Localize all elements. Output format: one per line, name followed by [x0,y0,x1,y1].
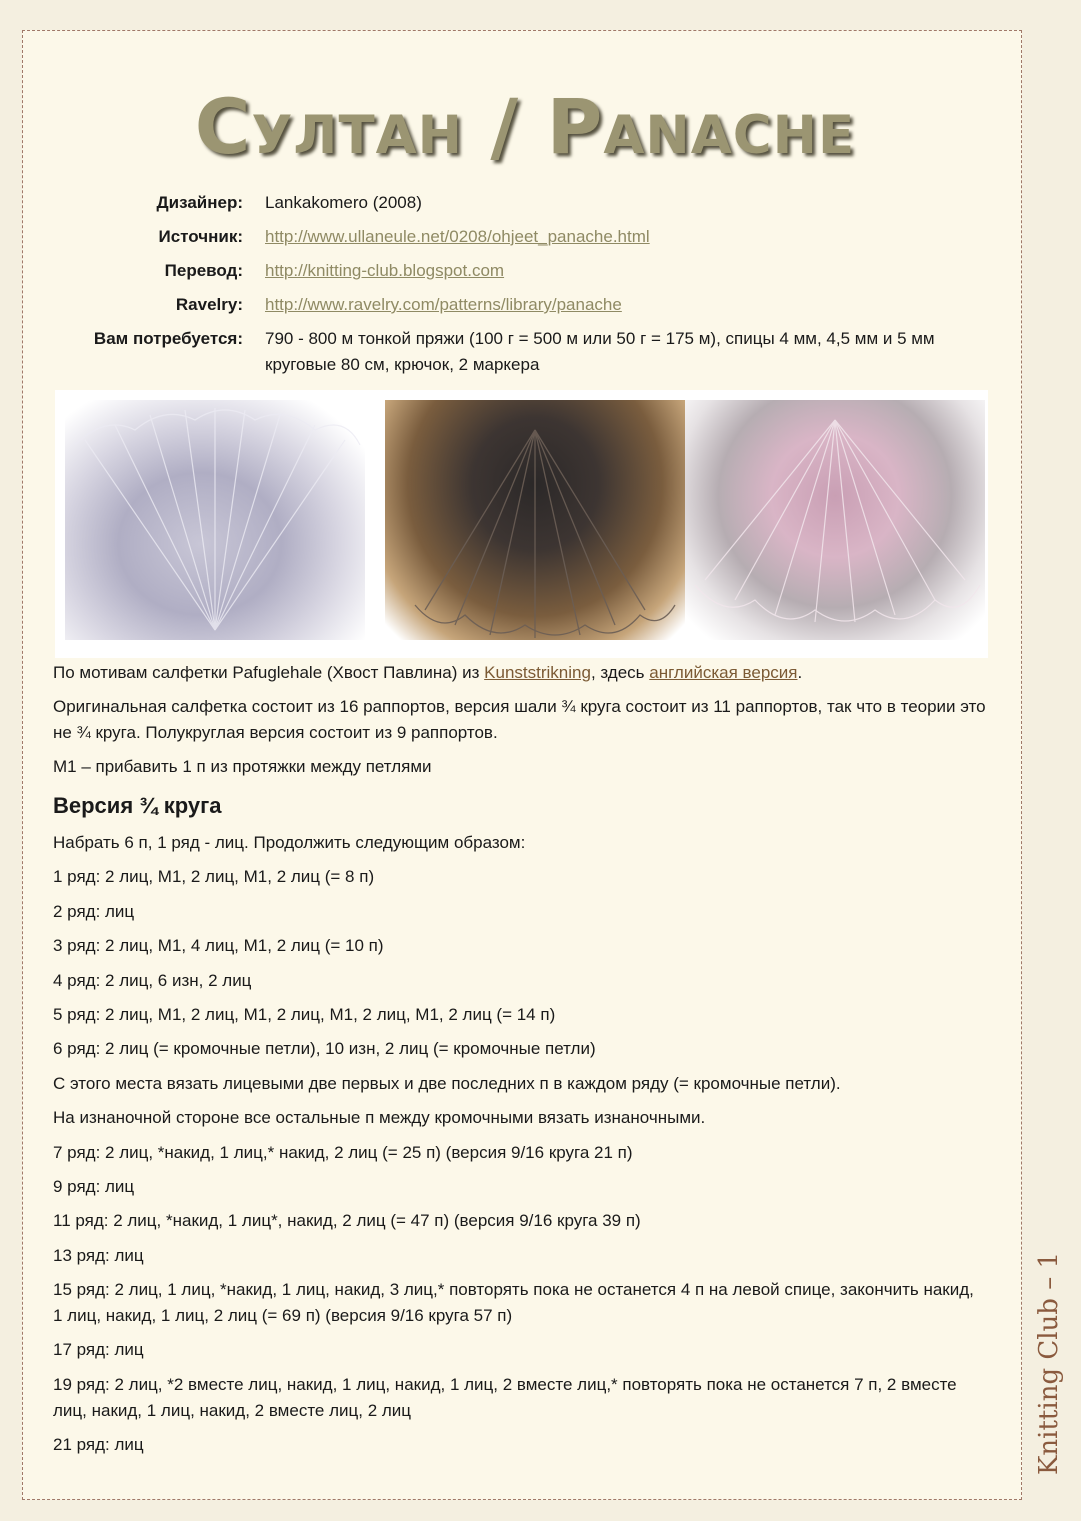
list-item: 21 ряд: лиц [53,1435,144,1455]
materials-value: 790 - 800 м тонкой пряжи (100 г = 500 м или 50 г = 175 м), спицы 4 мм, 4,5 мм и 5 мм круговые 80 см, крючок, 2 маркера [265,329,935,374]
shawl-photo-pink [685,400,985,640]
list-item: 7 ряд: 2 лиц, *накид, 1 лиц,* накид, 2 лиц (= 25 п) (версия 9/16 круга 21 п) [53,1142,633,1162]
fan-pattern-icon [385,400,685,640]
list-item: 3 ряд: 2 лиц, М1, 4 лиц, М1, 2 лиц (= 10 п) [53,936,384,956]
meta-label: Ravelry: [175,295,243,314]
fan-pattern-icon [685,400,985,640]
motif-text-end: . [797,663,803,682]
page-title: Султан / Panache [194,82,856,171]
list-item: 11 ряд: 2 лиц, *накид, 1 лиц*, накид, 2 лиц (= 47 п) (версия 9/16 круга 39 п) [53,1211,641,1231]
list-item: 1 ряд: 2 лиц, М1, 2 лиц, М1, 2 лиц (= 8 п) [53,867,375,887]
list-item: 15 ряд: 2 лиц, 1 лиц, *накид, 1 лиц, накид, 3 лиц,* повторять пока не останется 4 п на левой спице, закончить накид, 1 лиц, накид, 1 лиц, 2 лиц (= 69 п) (версия 9/16 круга 57 п) [53,1280,974,1326]
section-title: Версия ¾ круга [53,793,222,818]
list-item: 17 ряд: лиц [53,1340,144,1360]
list-item: 4 ряд: 2 лиц, 6 изн, 2 лиц [53,970,252,990]
meta-label: Источник: [158,227,243,246]
meta-row-materials [0,326,1081,378]
meta-block [0,190,1081,386]
ravelry-link[interactable]: http://www.ravelry.com/patterns/library/panache [265,295,622,314]
shawl-photo-lilac [65,400,365,640]
meta-label: Дизайнер: [156,193,243,212]
translation-link[interactable]: http://knitting-club.blogspot.com [265,261,505,280]
list-item: 2 ряд: лиц [53,901,135,921]
list-item: На изнаночной стороне все остальные п между кромочными вязать изнаночными. [53,1108,706,1128]
rows-list [53,830,988,1458]
fan-pattern-icon [65,400,365,640]
shawl-photo-black [385,400,685,640]
motif-paragraph [53,660,988,686]
meta-row-translation [0,258,1081,284]
list-item: 19 ряд: 2 лиц, *2 вместе лиц, накид, 1 лиц, накид, 1 лиц, 2 вместе лиц,* повторять пока не останется 7 п, 2 вместе лиц, накид, 1 лиц, накид, 2 вместе лиц, 2 лиц [53,1374,957,1420]
page-footer: Knitting Club – 1 [1034,1251,1064,1475]
motif-text: По мотивам салфетки Pafuglehale (Хвост Павлина) из [53,663,485,682]
meta-row-ravelry [0,292,1081,318]
meta-label: Перевод: [164,261,243,280]
original-paragraph: Оригинальная салфетка состоит из 16 раппортов, версия шали ¾ круга состоит из 11 раппортов, так что в теории это не ¾ круга. Полукруглая версия состоит из 9 раппортов. [53,697,986,742]
list-item: 9 ряд: лиц [53,1176,135,1196]
pattern-body [53,660,988,1467]
list-item: 5 ряд: 2 лиц, М1, 2 лиц, М1, 2 лиц, М1, 2 лиц, М1, 2 лиц (= 14 п) [53,1004,556,1024]
designer-value: Lankakomero (2008) [265,193,422,212]
list-item: 13 ряд: лиц [53,1245,144,1265]
motif-text-middle: , здесь [590,663,650,682]
source-link[interactable]: http://www.ullaneule.net/0208/ohjeet_panache.html [265,227,650,246]
meta-row-source [0,224,1081,250]
english-version-link[interactable]: английская версия [649,663,798,682]
list-item: 6 ряд: 2 лиц (= кромочные петли), 10 изн, 2 лиц (= кромочные петли) [53,1039,596,1059]
meta-row-designer [0,190,1081,216]
kunststrikning-link[interactable]: Kunststrikning [484,663,591,682]
m1-paragraph: М1 – прибавить 1 п из протяжки между петлями [53,757,432,776]
photo-strip [55,390,988,658]
meta-label: Вам потребуется: [93,329,243,348]
list-item: С этого места вязать лицевыми две первых и две последних п в каждом ряду (= кромочные петли). [53,1073,841,1093]
list-item: Набрать 6 п, 1 ряд - лиц. Продолжить следующим образом: [53,833,526,852]
